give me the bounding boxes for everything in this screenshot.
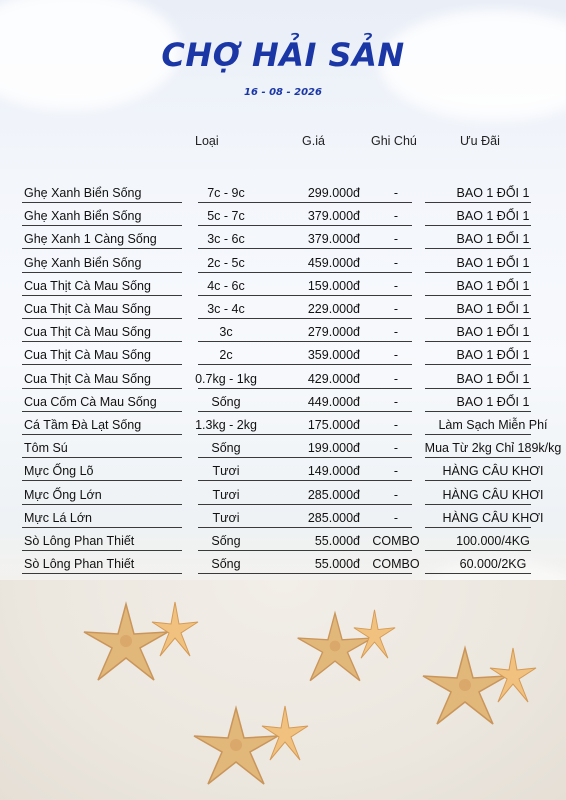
item-type: 3c [219, 325, 233, 340]
item-name: Ghẹ Xanh Biển Sống [24, 209, 142, 224]
table-row [0, 279, 566, 301]
item-price: 299.000đ [307, 186, 360, 200]
row-divider [198, 295, 278, 296]
row-divider [352, 457, 412, 458]
item-name: Mực Ống Lớn [24, 487, 102, 502]
row-divider [425, 434, 531, 435]
row-divider [22, 225, 182, 226]
table-row [0, 209, 566, 231]
item-price: 149.000đ [307, 464, 360, 479]
row-divider [22, 388, 182, 389]
row-divider [425, 364, 531, 365]
item-deal: 60.000/2KG [459, 557, 527, 572]
item-name: Tôm Sú [24, 441, 68, 456]
row-divider [198, 504, 278, 505]
item-price: 449.000đ [307, 394, 360, 409]
item-deal: HÀNG CÂU KHƠI [442, 510, 544, 525]
item-type: 4c - 6c [207, 278, 245, 293]
row-divider [198, 527, 278, 528]
row-divider [198, 457, 278, 458]
item-type: Sống [211, 534, 241, 548]
item-price: 199.000đ [307, 441, 360, 456]
row-divider [425, 480, 531, 481]
item-type: Tươi [212, 464, 240, 479]
item-note: - [393, 186, 399, 200]
item-deal: BAO 1 ĐỔI 1 [456, 278, 530, 293]
row-divider [352, 295, 412, 296]
row-divider [270, 341, 358, 342]
row-divider [270, 295, 358, 296]
item-type: Sống [211, 557, 241, 572]
table-row [0, 302, 566, 324]
item-name: Cua Thịt Cà Mau Sống [24, 371, 151, 386]
item-name: Sò Lông Phan Thiết [24, 557, 135, 572]
table-row [0, 348, 566, 370]
row-divider [270, 480, 358, 481]
table-row [0, 511, 566, 533]
table-row [0, 441, 566, 463]
row-divider [198, 318, 278, 319]
item-name: Cua Thịt Cà Mau Sống [24, 278, 151, 293]
item-type: 3c - 4c [207, 302, 245, 316]
row-divider [198, 248, 278, 249]
row-divider [198, 202, 278, 203]
row-divider [352, 318, 412, 319]
item-price: 359.000đ [307, 348, 360, 363]
item-price: 159.000đ [307, 278, 360, 293]
row-divider [22, 550, 182, 551]
item-price: 459.000đ [307, 255, 360, 270]
row-divider [425, 341, 531, 342]
row-divider [352, 573, 412, 574]
item-note: COMBO [372, 534, 420, 548]
row-divider [270, 411, 358, 412]
row-divider [270, 573, 358, 574]
row-divider [352, 388, 412, 389]
column-header-note: Ghi Chú [371, 134, 417, 148]
row-divider [22, 411, 182, 412]
row-divider [425, 295, 531, 296]
item-price: 229.000đ [307, 302, 360, 316]
item-type: 1.3kg - 2kg [195, 418, 257, 432]
row-divider [270, 527, 358, 528]
item-price: 175.000đ [307, 418, 360, 432]
item-note: - [393, 394, 399, 409]
item-price: 279.000đ [307, 325, 360, 340]
item-type: Tươi [212, 487, 240, 502]
item-price: 55.000đ [314, 534, 360, 548]
item-name: Mực Lá Lớn [24, 510, 92, 525]
item-price: 379.000đ [307, 232, 360, 247]
row-divider [425, 573, 531, 574]
row-divider [425, 527, 531, 528]
item-type: Tươi [212, 510, 240, 525]
item-name: Cua Thịt Cà Mau Sống [24, 325, 151, 340]
item-deal: BAO 1 ĐỔI 1 [456, 209, 530, 224]
item-note: - [393, 302, 399, 316]
item-name: Cua Cốm Cà Mau Sống [24, 394, 157, 409]
row-divider [352, 202, 412, 203]
item-name: Cua Thịt Cà Mau Sống [24, 348, 151, 363]
row-divider [270, 248, 358, 249]
row-divider [270, 550, 358, 551]
row-divider [352, 225, 412, 226]
row-divider [270, 364, 358, 365]
row-divider [22, 504, 182, 505]
item-note: COMBO [372, 557, 420, 572]
item-name: Ghẹ Xanh Biển Sống [24, 255, 142, 270]
row-divider [22, 202, 182, 203]
row-divider [352, 434, 412, 435]
table-row [0, 325, 566, 347]
item-deal: BAO 1 ĐỔI 1 [456, 232, 530, 247]
row-divider [270, 504, 358, 505]
item-type: 7c - 9c [207, 186, 245, 200]
row-divider [352, 411, 412, 412]
row-divider [425, 411, 531, 412]
page-title: CHỢ HẢI SẢN [161, 36, 405, 74]
item-note: - [393, 464, 399, 479]
row-divider [270, 388, 358, 389]
row-divider [270, 457, 358, 458]
row-divider [352, 480, 412, 481]
row-divider [270, 225, 358, 226]
row-divider [198, 573, 278, 574]
column-header-price: G.iá [302, 134, 325, 148]
row-divider [198, 411, 278, 412]
row-divider [198, 480, 278, 481]
item-deal: Mua Từ 2kg Chỉ 189k/kg [424, 441, 562, 456]
item-deal: BAO 1 ĐỔI 1 [456, 371, 530, 386]
item-note: - [393, 278, 399, 293]
row-divider [352, 364, 412, 365]
page-date: 16 - 08 - 2026 [244, 87, 322, 98]
item-type: 2c [219, 348, 233, 363]
item-note: - [393, 348, 399, 363]
row-divider [352, 272, 412, 273]
row-divider [198, 272, 278, 273]
row-divider [270, 318, 358, 319]
table-row [0, 186, 566, 208]
item-note: - [393, 487, 399, 502]
item-note: - [393, 255, 399, 270]
row-divider [352, 341, 412, 342]
starfish-icon [260, 704, 310, 762]
row-divider [22, 434, 182, 435]
item-note: - [393, 209, 399, 224]
row-divider [425, 202, 531, 203]
row-divider [352, 527, 412, 528]
row-divider [22, 527, 182, 528]
item-deal: Làm Sạch Miễn Phí [438, 418, 548, 432]
item-deal: BAO 1 ĐỔI 1 [456, 394, 530, 409]
item-note: - [393, 325, 399, 340]
row-divider [425, 550, 531, 551]
starfish-icon [352, 608, 397, 660]
item-deal: BAO 1 ĐỔI 1 [456, 186, 530, 200]
item-type: Sống [211, 394, 241, 409]
item-name: Mực Ống Lõ [24, 464, 94, 479]
row-divider [198, 225, 278, 226]
row-divider [198, 364, 278, 365]
item-name: Cá Tầm Đà Lạt Sống [24, 418, 142, 432]
item-deal: BAO 1 ĐỔI 1 [456, 348, 530, 363]
table-row [0, 557, 566, 579]
row-divider [22, 341, 182, 342]
table-row [0, 256, 566, 278]
row-divider [22, 272, 182, 273]
row-divider [425, 225, 531, 226]
starfish-icon [488, 646, 538, 704]
row-divider [425, 388, 531, 389]
item-type: 3c - 6c [207, 232, 245, 247]
row-divider [270, 272, 358, 273]
item-deal: 100.000/4KG [456, 534, 530, 548]
row-divider [425, 272, 531, 273]
row-divider [22, 364, 182, 365]
row-divider [425, 318, 531, 319]
item-deal: BAO 1 ĐỔI 1 [456, 325, 530, 340]
item-price: 379.000đ [307, 209, 360, 224]
item-name: Ghẹ Xanh Biển Sống [24, 186, 142, 200]
item-price: 55.000đ [314, 557, 360, 572]
item-type: 5c - 7c [207, 209, 245, 224]
table-row [0, 488, 566, 510]
table-row [0, 418, 566, 440]
item-name: Cua Thịt Cà Mau Sống [24, 302, 151, 316]
item-note: - [393, 232, 399, 247]
item-deal: HÀNG CÂU KHƠI [442, 464, 544, 479]
item-deal: BAO 1 ĐỔI 1 [456, 255, 530, 270]
row-divider [22, 295, 182, 296]
item-price: 285.000đ [307, 510, 360, 525]
item-note: - [393, 418, 399, 432]
starfish-icon [150, 600, 200, 658]
row-divider [22, 318, 182, 319]
row-divider [425, 504, 531, 505]
item-name: Ghẹ Xanh 1 Càng Sống [24, 232, 157, 247]
row-divider [198, 388, 278, 389]
table-row [0, 372, 566, 394]
row-divider [22, 573, 182, 574]
row-divider [352, 550, 412, 551]
row-divider [270, 202, 358, 203]
row-divider [198, 434, 278, 435]
row-divider [198, 341, 278, 342]
row-divider [270, 434, 358, 435]
item-deal: BAO 1 ĐỔI 1 [456, 302, 530, 316]
item-note: - [393, 371, 399, 386]
table-row [0, 395, 566, 417]
column-header-type: Loại [195, 134, 219, 148]
row-divider [352, 248, 412, 249]
row-divider [425, 248, 531, 249]
item-type: 0.7kg - 1kg [195, 371, 257, 386]
table-row [0, 534, 566, 556]
item-type: 2c - 5c [207, 255, 245, 270]
item-type: Sống [211, 441, 241, 456]
item-note: - [393, 441, 399, 456]
row-divider [22, 480, 182, 481]
item-deal: HÀNG CÂU KHƠI [442, 487, 544, 502]
row-divider [22, 457, 182, 458]
row-divider [425, 457, 531, 458]
item-price: 285.000đ [307, 487, 360, 502]
table-row [0, 232, 566, 254]
column-header-deal: Ưu Đãi [460, 134, 500, 148]
row-divider [352, 504, 412, 505]
row-divider [22, 248, 182, 249]
item-name: Sò Lông Phan Thiết [24, 534, 135, 548]
row-divider [198, 550, 278, 551]
item-price: 429.000đ [307, 371, 360, 386]
table-row [0, 464, 566, 486]
item-note: - [393, 510, 399, 525]
